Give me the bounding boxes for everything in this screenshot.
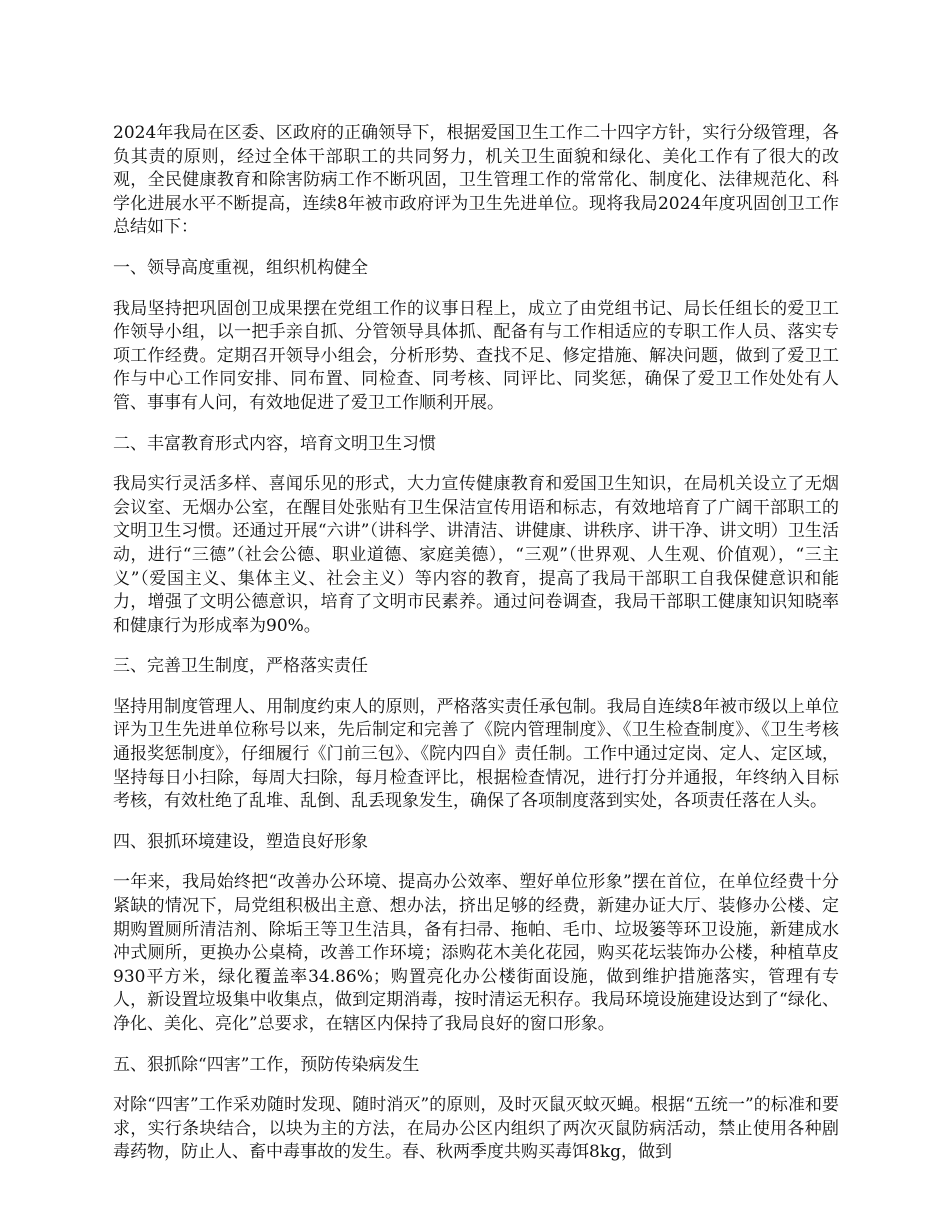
- document-page: [113, 122, 839, 1182]
- section-heading-1: 一、领导高度重视，组织机构健全: [113, 257, 368, 278]
- section-heading-3: 三、完善卫生制度，严格落实责任: [113, 656, 368, 677]
- section-heading-2: 二、丰富教育形式内容，培育文明卫生习惯: [113, 433, 436, 454]
- section-body-2: 我局实行灵活多样、喜闻乐见的形式，大力宣传健康教育和爱国卫生知识，在局机关设立了无烟会议室、无烟办公室，在醒目处张贴有卫生保洁宣传用语和标志，有效地培育了广阔干部职工的文明卫生习惯。还通过开展“六讲”（讲科学、讲清洁、讲健康、讲秩序、讲干净、讲文明）卫生活动，进行“三德”（社会公德、职业道德、家庭美德），“三观”（世界观、人生观、价值观），“三主义”（爱国主义、集体主义、社会主义）等内容的教育，提高了我局干部职工自我保健意识和能力，增强了文明公德意识，培育了文明市民素养。通过问卷调查，我局干部职工健康知识知晓率和健康行为形成率为90%。: [113, 474, 839, 636]
- section-body-4: 一年来，我局始终把“改善办公环境、提高办公效率、塑好单位形象”摆在首位，在单位经费十分紧缺的情况下，局党组积极出主意、想办法，挤出足够的经费，新建办证大厅、装修办公楼、定期购置厕所清洁剂、除垢王等卫生洁具，备有扫帚、拖帕、毛巾、垃圾篓等环卫设施，新建成水冲式厕所，更换办公桌椅，改善工作环境；添购花木美化花园，购买花坛装饰办公楼，种植草皮930平方米，绿化覆盖率34.86%；购置亮化办公楼街面设施，做到维护措施落实，管理有专人，新设置垃圾集中收集点，做到定期消毒，按时清运无积存。我局环境设施建设达到了“绿化、净化、美化、亮化”总要求，在辖区内保持了我局良好的窗口形象。: [113, 872, 839, 1034]
- intro-paragraph: 2024年我局在区委、区政府的正确领导下，根据爱国卫生工作二十四字方针，实行分级管理，各负其责的原则，经过全体干部职工的共同努力，机关卫生面貌和绿化、美化工作有了很大的改观，全民健康教育和除害防病工作不断巩固，卫生管理工作的常常化、制度化、法律规范化、科学化进展水平不断提高，连续8年被市政府评为卫生先进单位。现将我局2024年度巩固创卫工作总结如下：: [113, 123, 839, 238]
- section-heading-5: 五、狠抓除“四害”工作，预防传染病发生: [113, 1054, 420, 1075]
- section-body-3: 坚持用制度管理人、用制度约束人的原则，严格落实责任承包制。我局自连续8年被市级以上单位评为卫生先进单位称号以来，先后制定和完善了《院内管理制度》、《卫生检查制度》、《卫生考核通报奖惩制度》，仔细履行《门前三包》、《院内四自》责任制。工作中通过定岗、定人、定区域，坚持每日小扫除，每周大扫除，每月检查评比，根据检查情况，进行打分并通报，年终纳入目标考核，有效杜绝了乱堆、乱倒、乱丢现象发生，确保了各项制度落到实处，各项责任落在人头。: [113, 696, 839, 812]
- section-heading-4: 四、狠抓环境建设，塑造良好形象: [113, 831, 368, 852]
- section-body-1: 我局坚持把巩固创卫成果摆在党组工作的议事日程上，成立了由党组书记、局长任组长的爱卫工作领导小组，以一把手亲自抓、分管领导具体抓、配备有与工作相适应的专职工作人员、落实专项工作经费。定期召开领导小组会，分析形势、查找不足、修定措施、解决问题，做到了爱卫工作与中心工作同安排、同布置、同检查、同考核、同评比、同奖惩，确保了爱卫工作处处有人管、事事有人问，有效地促进了爱卫工作顺利开展。: [113, 298, 839, 413]
- section-body-5: 对除“四害”工作采劝随时发现、随时消灭”的原则，及时灭鼠灭蚊灭蝇。根据“五统一”的标准和要求，实行条块结合，以块为主的方法，在局办公区内组织了两次灭鼠防病活动，禁止使用各种剧毒药物，防止人、畜中毒事故的发生。春、秋两季度共购买毒饵8kg，做到: [113, 1095, 839, 1163]
